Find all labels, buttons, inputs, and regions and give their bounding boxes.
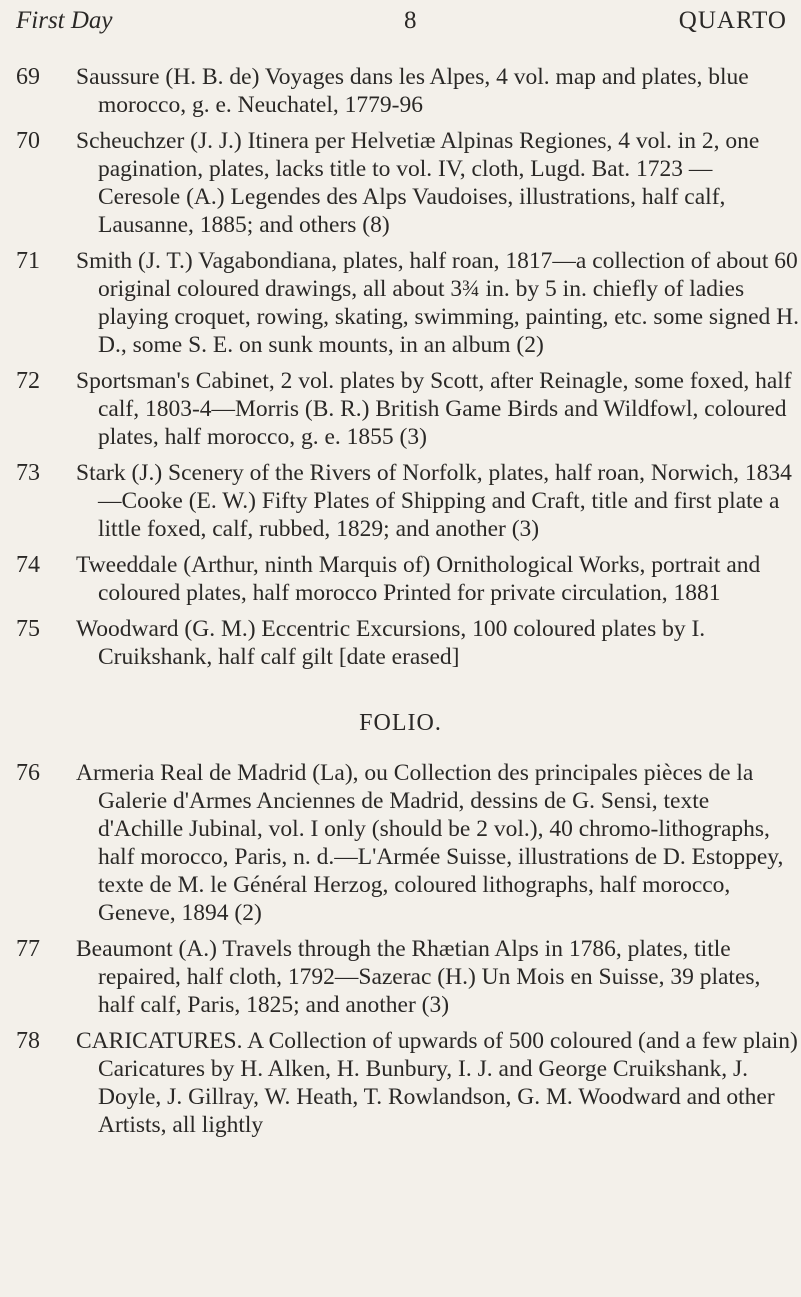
lot-entry: [0, 247, 801, 359]
lot-number: 73: [16, 460, 40, 486]
lot-entry: [0, 367, 801, 451]
lot-entry: [0, 551, 801, 607]
lot-description: Armeria Real de Madrid (La), ou Collection des principales pièces de la Galerie d'Armes Anciennes de Madrid, dessins de G. Sensi, texte d'Achille Jubinal, vol. I only (should be 2 vol.), 40 chromo-lithographs, half morocco, Paris, n. d.—L'Armée Suisse, illustrations de D. Estoppey, texte de M. le Général Herzog, coloured lithographs, half morocco, Geneve, 1894 (2): [76, 760, 784, 926]
lot-entry: [0, 615, 801, 671]
page-header: [16, 6, 787, 36]
lot-description: Saussure (H. B. de) Voyages dans les Alpes, 4 vol. map and plates, blue morocco, g. e. Neuchatel, 1779-96: [76, 64, 749, 118]
lot-description: Woodward (G. M.) Eccentric Excursions, 100 coloured plates by I. Cruikshank, half calf gilt [date erased]: [76, 616, 706, 670]
catalogue-entries: [0, 63, 801, 1147]
lot-entry: [0, 1027, 801, 1139]
lot-number: 72: [16, 368, 40, 394]
lot-number: 74: [16, 552, 40, 578]
section-head: QUARTO: [678, 7, 787, 34]
lot-number: 75: [16, 616, 40, 642]
lot-number: 70: [16, 128, 40, 154]
lot-description: Sportsman's Cabinet, 2 vol. plates by Scott, after Reinagle, some foxed, half calf, 1803-4—Morris (B. R.) British Game Birds and Wildfowl, coloured plates, half morocco, g. e. 1855 (3): [76, 368, 792, 450]
lot-entry: [0, 127, 801, 239]
lot-entry: [0, 63, 801, 119]
lot-description: Tweeddale (Arthur, ninth Marquis of) Ornithological Works, portrait and coloured plates, half morocco Printed for private circulation, 1881: [76, 552, 761, 606]
lot-number: 71: [16, 248, 40, 274]
lot-description: Beaumont (A.) Travels through the Rhætian Alps in 1786, plates, title repaired, half cloth, 1792—Sazerac (H.) Un Mois en Suisse, 39 plates, half calf, Paris, 1825; and another (3): [76, 936, 761, 1018]
lot-number: 77: [16, 936, 40, 962]
lot-description: Scheuchzer (J. J.) Itinera per Helvetiæ Alpinas Regiones, 4 vol. in 2, one pagination, plates, lacks title to vol. IV, cloth, Lugd. Bat. 1723 — Ceresole (A.) Legendes des Alps Vaudoises, illustrations, half calf, Lausanne, 1885; and others (8): [76, 128, 760, 238]
lot-entry: [0, 935, 801, 1019]
page-number: 8: [404, 7, 417, 34]
lot-number: 69: [16, 64, 40, 90]
section-title: FOLIO.: [359, 710, 442, 736]
lot-entry: [0, 759, 801, 927]
running-head: First Day: [16, 7, 113, 34]
lot-description: Smith (J. T.) Vagabondiana, plates, half roan, 1817—a collection of about 60 original coloured drawings, all about 3¾ in. by 5 in. chiefly of ladies playing croquet, rowing, skating, swimming, painting, etc. some signed H. D., some S. E. on sunk mounts, in an album (2): [76, 248, 799, 358]
lot-entry: [0, 459, 801, 543]
lot-description: Stark (J.) Scenery of the Rivers of Norfolk, plates, half roan, Norwich, 1834—Cooke (E. W.) Fifty Plates of Shipping and Craft, title and first plate a little foxed, calf, rubbed, 1829; and another (3): [76, 460, 792, 542]
lot-number: 78: [16, 1028, 40, 1054]
lot-number: 76: [16, 760, 40, 786]
lot-description: CARICATURES. A Collection of upwards of 500 coloured (and a few plain) Caricatures by H. Alken, H. Bunbury, I. J. and George Cruikshank, J. Doyle, J. Gillray, W. Heath, T. Rowlandson, G. M. Woodward and other Artists, all lightly: [76, 1028, 798, 1138]
